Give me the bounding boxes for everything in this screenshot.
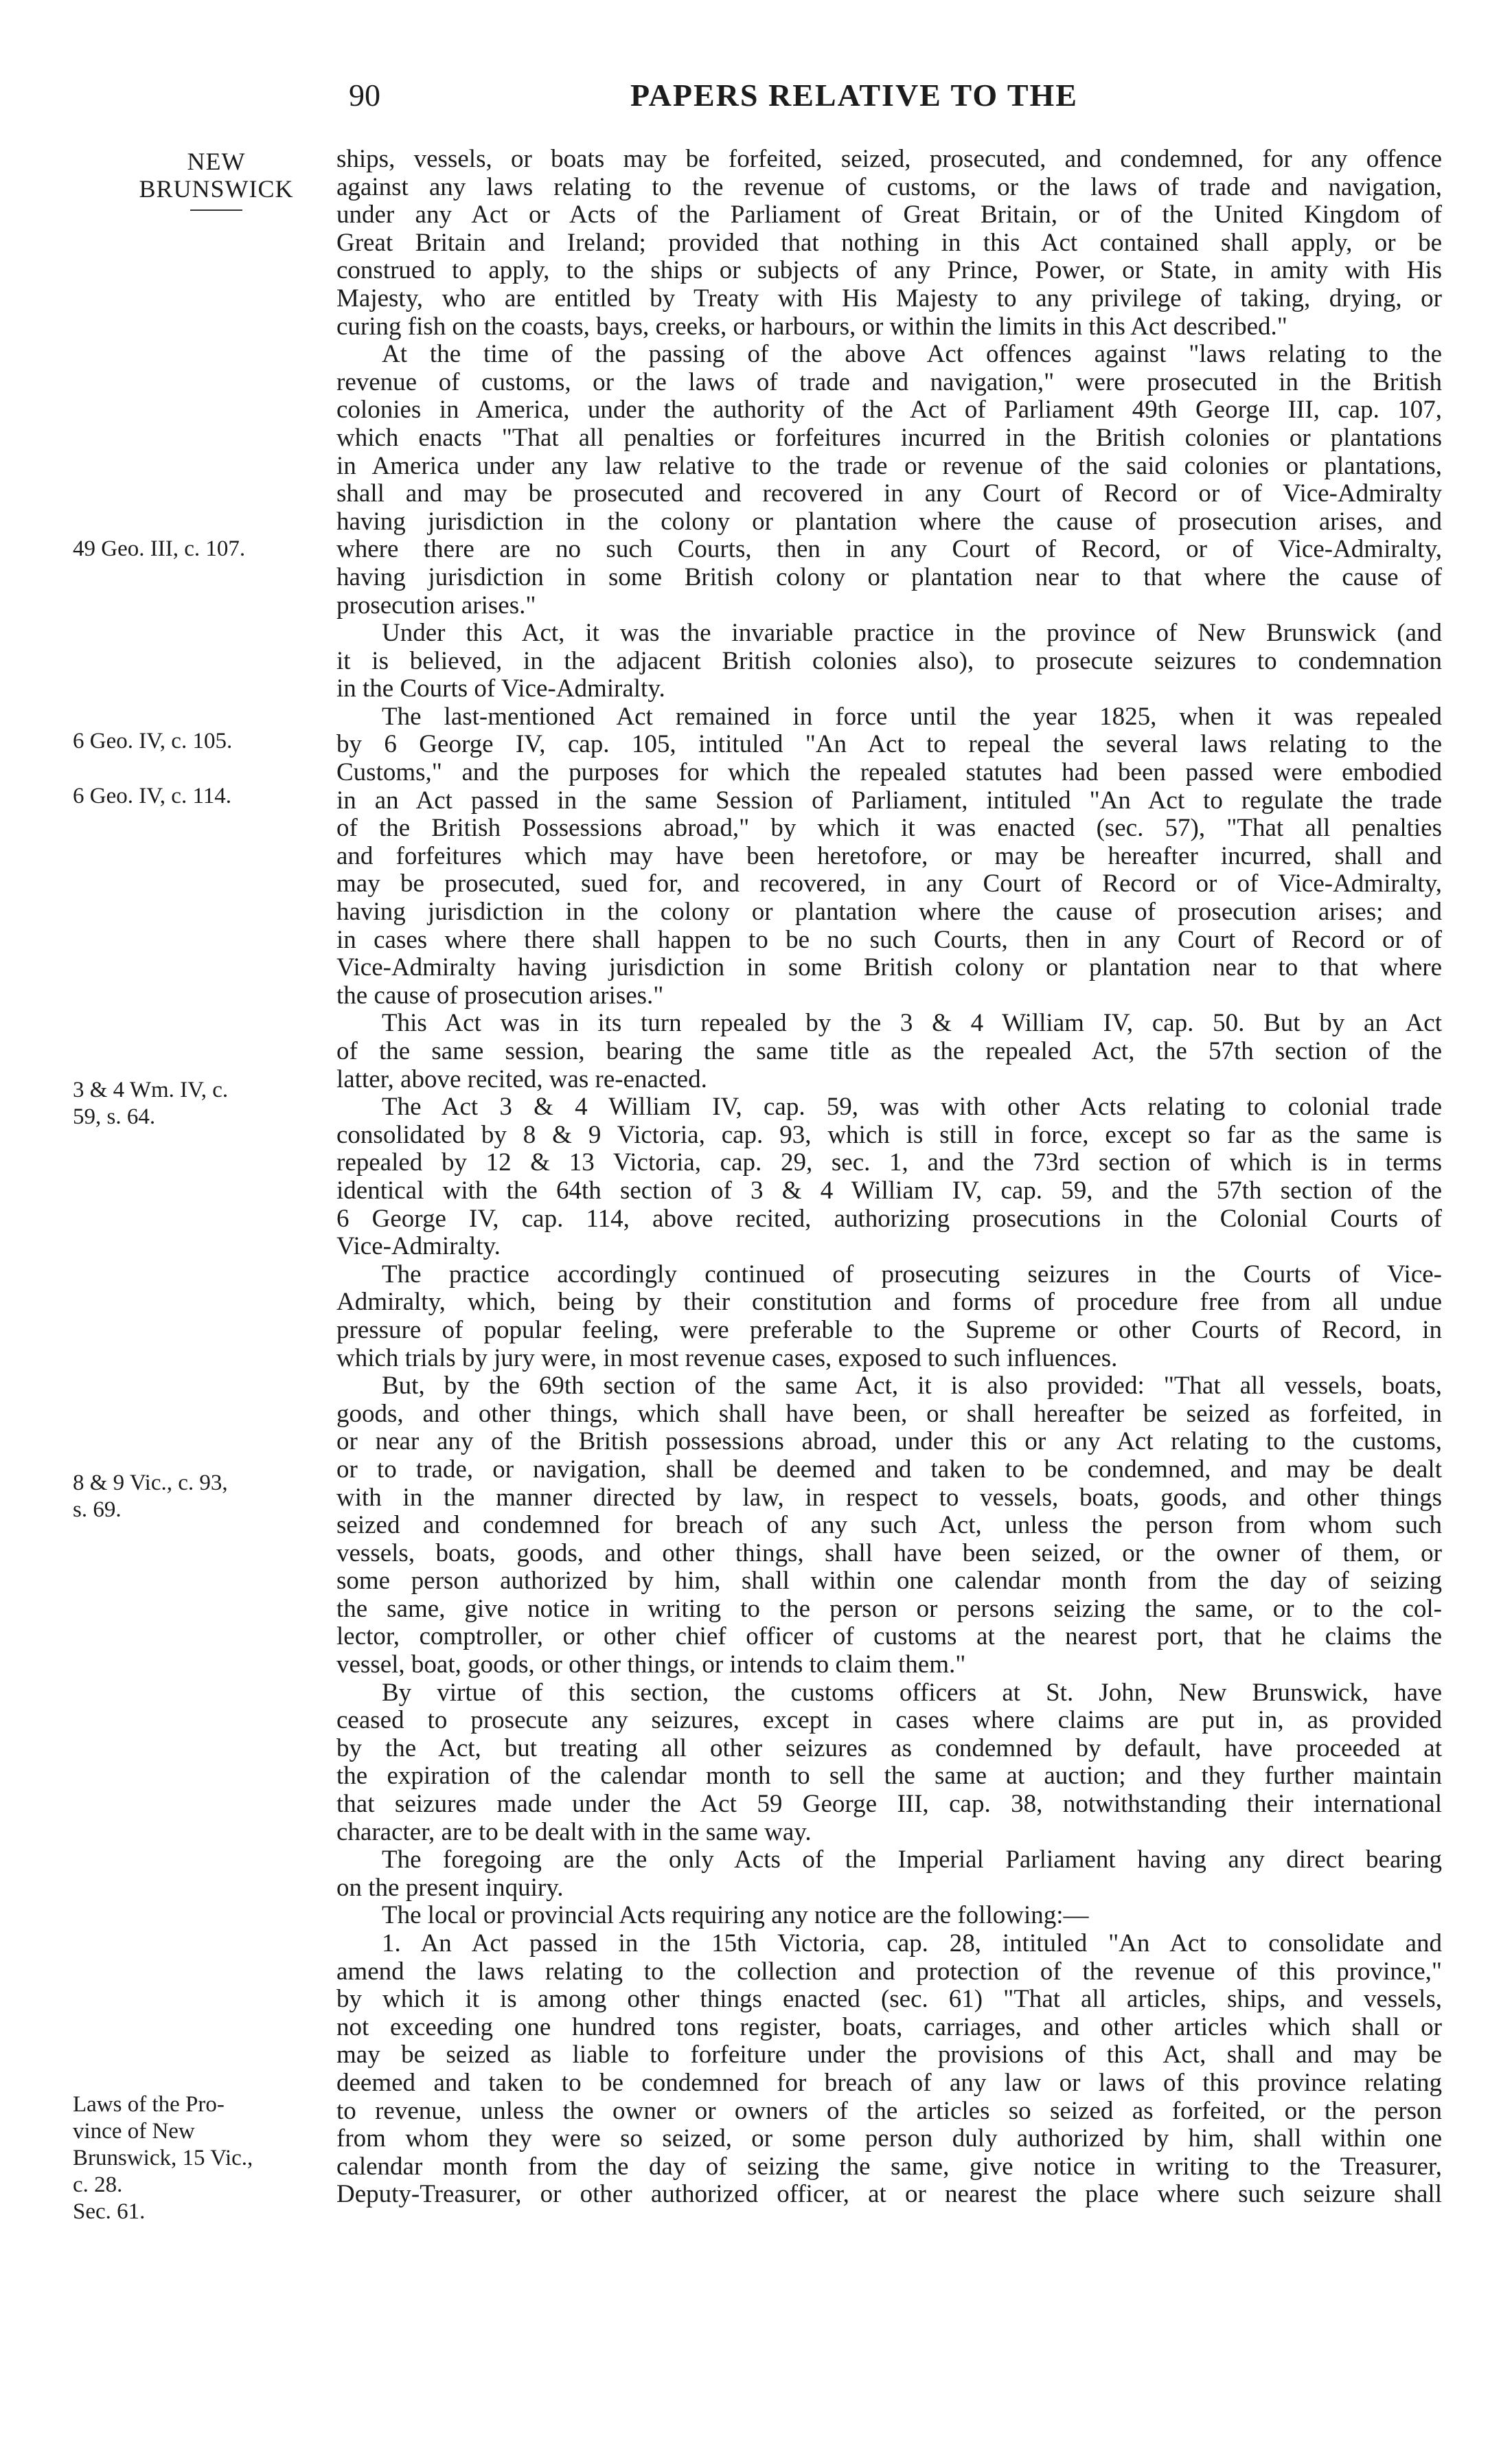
text-line: the expiration of the calendar month to sell the same at auction; and they further maintain bbox=[336, 1762, 1442, 1791]
text-line: 6 George IV, cap. 114, above recited, authorizing prosecutions in the Colonial Courts of bbox=[336, 1205, 1442, 1233]
margin-note: Laws of the Pro- vince of New Brunswick, 15 Vic., c. 28. Sec. 61. bbox=[73, 2092, 253, 2224]
text-line: of the same session, bearing the same title as the repealed Act, the 57th section of the bbox=[336, 1038, 1442, 1065]
text-line: Admiralty, which, being by their constitution and forms of procedure free from all undue bbox=[336, 1288, 1442, 1317]
text-line: or near any of the British possessions abroad, under this or any Act relating to the customs, bbox=[336, 1428, 1442, 1456]
text-line: goods, and other things, which shall have been, or shall hereafter be seized as forfeited, in bbox=[336, 1400, 1442, 1428]
text-line: shall and may be prosecuted and recovered in any Court of Record or of Vice-Admiralty bbox=[336, 480, 1442, 508]
text-line: The local or provincial Acts requiring any notice are the following:— bbox=[382, 1902, 1089, 1930]
margin-note: 6 Geo. IV, c. 114. bbox=[73, 784, 231, 808]
section-rule bbox=[190, 209, 242, 211]
margin-note: 6 Geo. IV, c. 105. bbox=[73, 729, 233, 753]
running-title: PAPERS RELATIVE TO THE bbox=[630, 78, 1078, 113]
text-line: vessels, boats, goods, and other things, shall have been seized, or the owner of them, or bbox=[336, 1539, 1442, 1567]
text-line: The Act 3 & 4 William IV, cap. 59, was with other Acts relating to colonial trade bbox=[382, 1093, 1442, 1122]
text-line: The foregoing are the only Acts of the Imperial Parliament having any direct bearing bbox=[382, 1846, 1442, 1874]
text-line: Under this Act, it was the invariable practice in the province of New Brunswick (and bbox=[382, 620, 1442, 648]
text-line: against any laws relating to the revenue of customs, or the laws of trade and navigation, bbox=[336, 173, 1442, 201]
text-line: having jurisdiction in the colony or plantation where the cause of prosecution arises, and bbox=[336, 508, 1442, 536]
margin-note: 3 & 4 Wm. IV, c. 59, s. 64. bbox=[73, 1078, 229, 1129]
text-line: the same, give notice in writing to the person or persons seizing the same, or to the col- bbox=[336, 1595, 1442, 1623]
text-line: some person authorized by him, shall within one calendar month from the day of seizing bbox=[336, 1567, 1442, 1596]
text-line: Customs," and the purposes for which the repealed statutes had been passed were embodied bbox=[336, 759, 1442, 787]
text-line: repealed by 12 & 13 Victoria, cap. 29, sec. 1, and the 73rd section of which is in terms bbox=[336, 1149, 1442, 1177]
text-line: The last-mentioned Act remained in force until the year 1825, when it was repealed bbox=[382, 703, 1442, 731]
text-line: having jurisdiction in some British colony or plantation near to that where the cause of bbox=[336, 563, 1442, 591]
text-line: it is believed, in the adjacent British colonies also), to prosecute seizures to condemnation bbox=[336, 647, 1442, 675]
text-line: in cases where there shall happen to be no such Courts, then in any Court of Record or of bbox=[336, 926, 1442, 954]
text-line: or to trade, or navigation, shall be deemed and taken to be condemned, and may be dealt bbox=[336, 1455, 1442, 1484]
text-line: by the Act, but treating all other seizures as condemned by default, have proceeded at bbox=[336, 1734, 1442, 1762]
margin-note: 8 & 9 Vic., c. 93, s. 69. bbox=[73, 1471, 228, 1522]
text-line: ceased to prosecute any seizures, except in cases where claims are put in, as provided bbox=[336, 1707, 1442, 1735]
text-line: latter, above recited, was re-enacted. bbox=[336, 1065, 707, 1093]
text-line: This Act was in its turn repealed by the 3 & 4 William IV, cap. 50. But by an Act bbox=[382, 1010, 1442, 1038]
margin-note: 49 Geo. III, c. 107. bbox=[73, 536, 246, 561]
text-line: revenue of customs, or the laws of trade and navigation," were prosecuted in the British bbox=[336, 368, 1442, 396]
text-line: by which it is among other things enacted (sec. 61) "That all articles, ships, and vessels, bbox=[336, 1986, 1442, 2014]
text-line: calendar month from the day of seizing the same, give notice in writing to the Treasurer, bbox=[336, 2153, 1442, 2181]
text-line: the cause of prosecution arises." bbox=[336, 981, 664, 1010]
text-line: to revenue, unless the owner or owners of the articles so seized as forfeited, or the person bbox=[336, 2097, 1442, 2125]
text-line: construed to apply, to the ships or subjects of any Prince, Power, or State, in amity with His bbox=[336, 257, 1442, 285]
text-line: not exceeding one hundred tons register, boats, carriages, and other articles which shall or bbox=[336, 2013, 1442, 2041]
text-line: may be prosecuted, sued for, and recovered, in any Court of Record or of Vice-Admiralty, bbox=[336, 870, 1442, 898]
text-line: which enacts "That all penalties or forfeitures incurred in the British colonies or plantations bbox=[336, 424, 1442, 452]
text-line: having jurisdiction in the colony or plantation where the cause of prosecution arises; and bbox=[336, 898, 1442, 927]
text-line: prosecution arises." bbox=[336, 591, 536, 620]
text-line: At the time of the passing of the above Act offences against "laws relating to the bbox=[382, 341, 1442, 369]
text-line: pressure of popular feeling, were preferable to the Supreme or other Courts of Record, in bbox=[336, 1316, 1442, 1344]
text-line: under any Act or Acts of the Parliament of Great Britain, or of the United Kingdom of bbox=[336, 201, 1442, 229]
text-line: The practice accordingly continued of prosecuting seizures in the Courts of Vice- bbox=[382, 1260, 1442, 1288]
text-line: seized and condemned for breach of any such Act, unless the person from whom such bbox=[336, 1512, 1442, 1540]
text-line: and forfeitures which may have been heretofore, or may be hereafter incurred, shall and bbox=[336, 842, 1442, 870]
text-line: Vice-Admiralty. bbox=[336, 1233, 501, 1261]
text-line: consolidated by 8 & 9 Victoria, cap. 93, which is still in force, except so far as the same is bbox=[336, 1121, 1442, 1149]
body-text bbox=[336, 146, 1442, 2209]
text-line: curing fish on the coasts, bays, creeks, or harbours, or within the limits in this Act described." bbox=[336, 313, 1287, 341]
text-line: may be seized as liable to forfeiture under the provisions of this Act, shall and may be bbox=[336, 2041, 1442, 2069]
text-line: where there are no such Courts, then in any Court of Record, or of Vice-Admiralty, bbox=[336, 536, 1442, 564]
text-line: on the present inquiry. bbox=[336, 1874, 564, 1902]
text-line: lector, comptroller, or other chief officer of customs at the nearest port, that he claims the bbox=[336, 1623, 1442, 1651]
text-line: colonies in America, under the authority of the Act of Parliament 49th George III, cap. 107, bbox=[336, 396, 1442, 424]
text-line: of the British Possessions abroad," by which it was enacted (sec. 57), "That all penalties bbox=[336, 815, 1442, 843]
text-line: Vice-Admiralty having jurisdiction in some British colony or plantation near to that where bbox=[336, 954, 1442, 982]
text-line: character, are to be dealt with in the same way. bbox=[336, 1818, 812, 1846]
text-line: 1. An Act passed in the 15th Victoria, cap. 28, intituled "An Act to consolidate and bbox=[382, 1930, 1442, 1957]
text-line: in America under any law relative to the trade or revenue of the said colonies or plantations, bbox=[336, 452, 1442, 480]
section-name: NEW BRUNSWICK bbox=[139, 148, 294, 203]
text-line: Majesty, who are entitled by Treaty with His Majesty to any privilege of taking, drying, or bbox=[336, 284, 1442, 313]
text-line: vessel, boat, goods, or other things, or intends to claim them." bbox=[336, 1651, 966, 1679]
text-line: which trials by jury were, in most revenue cases, exposed to such influences. bbox=[336, 1344, 1118, 1372]
text-line: amend the laws relating to the collection and protection of the revenue of this province," bbox=[336, 1957, 1442, 1986]
text-line: that seizures made under the Act 59 George III, cap. 38, notwithstanding their international bbox=[336, 1791, 1442, 1819]
text-line: in the Courts of Vice-Admiralty. bbox=[336, 675, 665, 703]
page-number: 90 bbox=[349, 78, 380, 113]
text-line: by 6 George IV, cap. 105, intituled "An Act to repeal the several laws relating to the bbox=[336, 731, 1442, 759]
text-line: from whom they were so seized, or some person duly authorized by him, shall within one bbox=[336, 2125, 1442, 2153]
text-line: ships, vessels, or boats may be forfeited, seized, prosecuted, and condemned, for any offence bbox=[336, 146, 1442, 173]
text-line: Great Britain and Ireland; provided that nothing in this Act contained shall apply, or be bbox=[336, 229, 1442, 257]
text-line: By virtue of this section, the customs officers at St. John, New Brunswick, have bbox=[382, 1679, 1442, 1707]
text-line: Deputy-Treasurer, or other authorized officer, at or nearest the place where such seizure shall bbox=[336, 2181, 1442, 2209]
text-line: But, by the 69th section of the same Act, it is also provided: "That all vessels, boats, bbox=[382, 1372, 1442, 1400]
text-line: identical with the 64th section of 3 & 4 William IV, cap. 59, and the 57th section of the bbox=[336, 1177, 1442, 1205]
text-line: in an Act passed in the same Session of Parliament, intituled "An Act to regulate the trade bbox=[336, 786, 1442, 815]
text-line: with in the manner directed by law, in respect to vessels, boats, goods, and other things bbox=[336, 1484, 1442, 1512]
text-line: deemed and taken to be condemned for breach of any law or laws of this province relating bbox=[336, 2069, 1442, 2097]
margin-section-heading bbox=[103, 148, 330, 211]
page-header bbox=[0, 77, 1512, 125]
